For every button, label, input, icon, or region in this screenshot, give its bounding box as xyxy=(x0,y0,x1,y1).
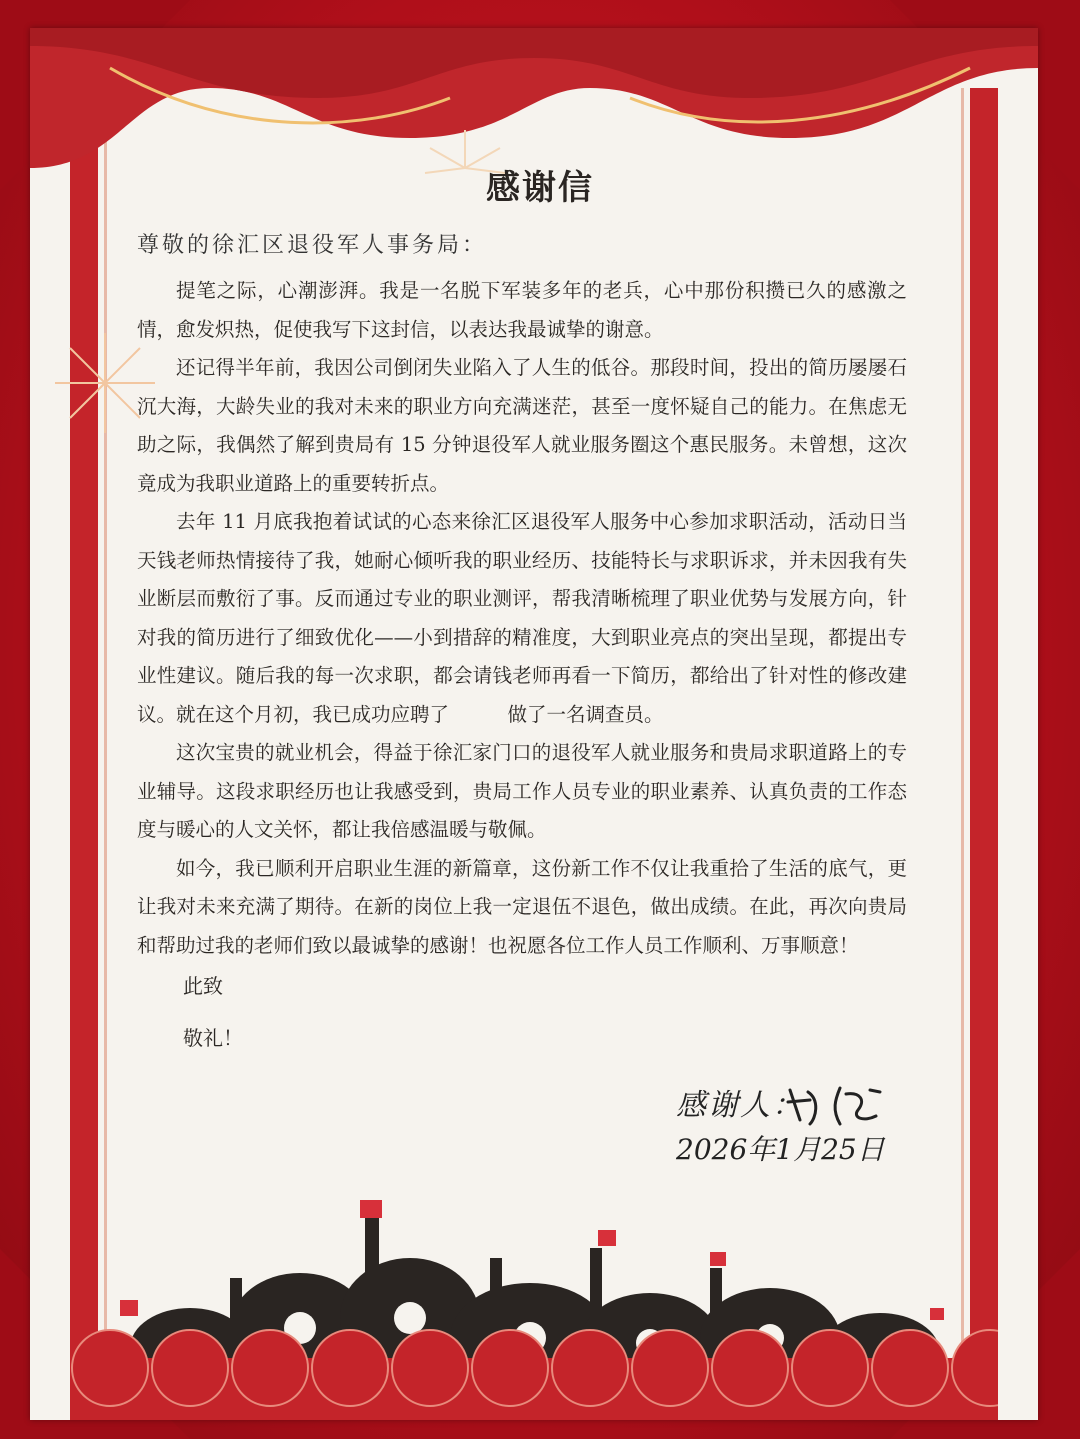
letter-title: 感谢信 xyxy=(486,168,594,208)
letter-date: 2026年1月25日 xyxy=(676,1133,885,1166)
closing-jingli: 敬礼！ xyxy=(183,1026,243,1050)
letter-body xyxy=(137,272,907,965)
stage-curtain-icon xyxy=(30,28,1038,168)
letter-paragraph: 提笔之际，心潮澎湃。我是一名脱下军装多年的老兵，心中那份积攒已久的感激之情，愈发炽热，促使我写下这封信，以表达我最诚挚的谢意。 xyxy=(137,279,907,341)
letter-paragraph: 还记得半年前，我因公司倒闭失业陷入了人生的低谷。那段时间，投出的简历屡屡石沉大海，大龄失业的我对未来的职业方向充满迷茫，甚至一度怀疑自己的能力。在焦虑无助之际，我偶然了解到贵局有 15 分钟退役军人就业服务圈这个惠民服务。未曾想，这次竟成为我职业道路上的重要转折点。 xyxy=(137,356,907,495)
auspicious-cloud-waves-icon xyxy=(70,1328,998,1420)
letter-paragraph: 这次宝贵的就业机会，得益于徐汇家门口的退役军人就业服务和贵局求职道路上的专业辅导。这段求职经历也让我感受到，贵局工作人员专业的职业素养、认真负责的工作态度与暖心的人文关怀，都让我倍感温暖与敬佩。 xyxy=(137,741,907,841)
letter-paragraph: 如今，我已顺利开启职业生涯的新篇章，这份新工作不仅让我重拾了生活的底气，更让我对未来充满了期待。在新的岗位上我一定退伍不退色，做出成绩。在此，再次向贵局和帮助过我的老师们致以最诚挚的感谢！也祝愿各位工作人员工作顺利、万事顺意！ xyxy=(137,856,907,957)
letter-paragraph: 去年 11 月底我抱着试试的心态来徐汇区退役军人服务中心参加求职活动，活动日当天钱老师热情接待了我，她耐心倾听我的职业经历、技能特长与求职诉求，并未因我有失业断层而敷衍了事。反而通过专业的职业测评，帮我清晰梳理了职业优势与发展方向，针对我的简历进行了细致优化——小到措辞的精准度，大到职业亮点的突出呈现，都提出专业性建议。随后我的每一次求职，都会请钱老师再看一下简历，都给出了针对性的修改建议。就在这个月初，我已成功应聘了 做了一名调查员。 xyxy=(137,510,907,726)
handwritten-signature-icon xyxy=(780,1080,900,1130)
signature-label: 感谢人： xyxy=(676,1088,804,1123)
letter-salutation: 尊敬的徐汇区退役军人事务局： xyxy=(137,233,488,258)
closing-cizhi: 此致 xyxy=(183,974,223,998)
